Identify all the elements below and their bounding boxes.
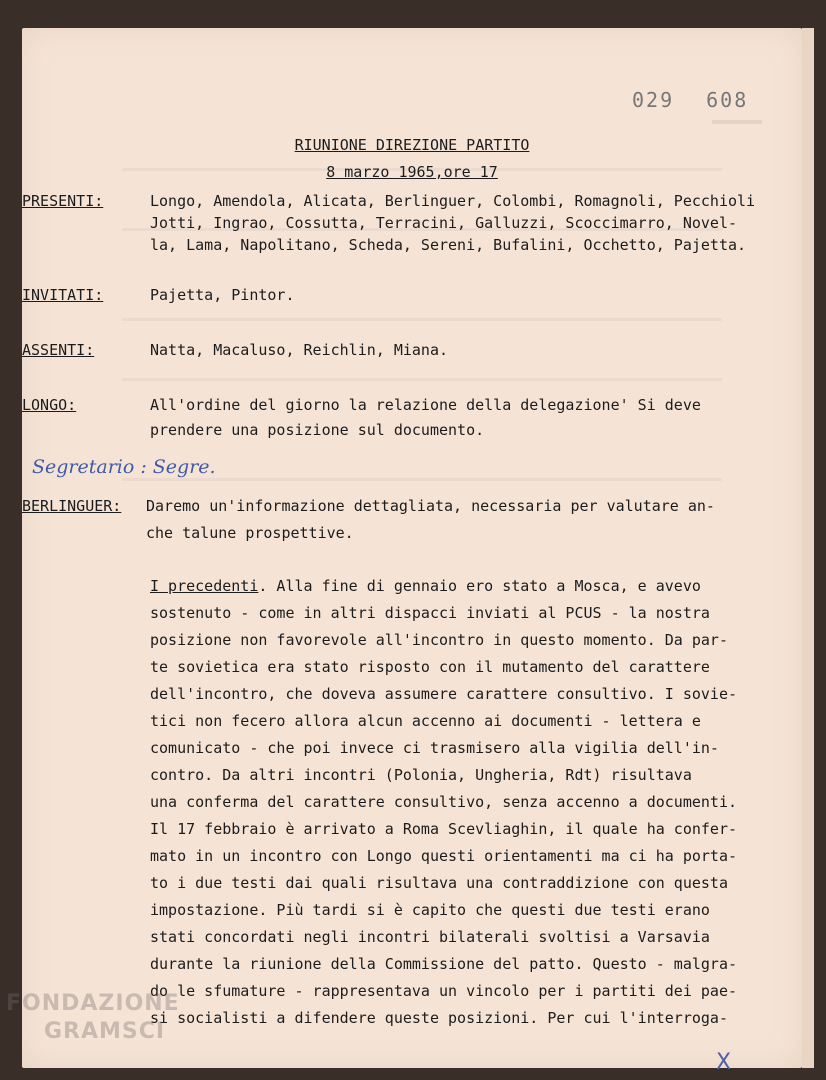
berlinguer-line-1: Daremo un'informazione dettagliata, necessaria per valutare an-: [146, 497, 715, 515]
watermark-line-2: GRAMSCI: [44, 1019, 166, 1044]
bottom-mark: X: [716, 1050, 732, 1075]
assenti-text: Natta, Macaluso, Reichlin, Miana.: [150, 341, 449, 359]
assenti-label: ASSENTI:: [22, 341, 95, 359]
presenti-line-3: la, Lama, Napolitano, Scheda, Sereni, Bufalini, Occhetto, Pajetta.: [150, 236, 747, 254]
date-text: 8 marzo 1965,ore 17: [326, 163, 498, 181]
body-line: tici non fecero allora alcun accenno ai documenti - lettera e: [150, 712, 701, 730]
berlinguer-line-2: che talune prospettive.: [146, 524, 354, 542]
document-date: [22, 163, 802, 181]
body-line: dell'incontro, che doveva assumere carattere consultivo. I sovie-: [150, 685, 737, 703]
body-line: to i due testi dai quali risultava una contraddizione con questa: [150, 874, 728, 892]
invitati-text: Pajetta, Pintor.: [150, 286, 295, 304]
body-line: una conferma del carattere consultivo, senza accenno a documenti.: [150, 793, 737, 811]
longo-label: LONGO:: [22, 396, 77, 414]
body-line: durante la riunione della Commissione del patto. Questo - malgra-: [150, 955, 737, 973]
body-line: impostazione. Più tardi si è capito che questi due testi erano: [150, 901, 710, 919]
body-line: Il 17 febbraio è arrivato a Roma Scevliaghin, il quale ha confer-: [150, 820, 737, 838]
archive-stamp-number: [632, 88, 780, 112]
body-line: do le sfumature - rappresentava un vincolo per i partiti dei pae-: [150, 982, 737, 1000]
body-line: contro. Da altri incontri (Polonia, Ungheria, Rdt) risultava: [150, 766, 692, 784]
body-line: comunicato - che poi invece ci trasmisero alla vigilia dell'in-: [150, 739, 719, 757]
stamp-part-1: 029: [632, 88, 675, 112]
page-edge: [802, 28, 814, 1068]
invitati-label: INVITATI:: [22, 286, 104, 304]
document-title: RIUNIONE DIREZIONE PARTITO: [294, 136, 530, 154]
presenti-line-1: Longo, Amendola, Alicata, Berlinguer, Colombi, Romagnoli, Pecchioli: [150, 192, 756, 210]
watermark-logo: [6, 990, 180, 1046]
body-first-line-rest: . Alla fine di gennaio ero stato a Mosca, e avevo: [258, 577, 701, 595]
stamp-part-2: 608: [706, 88, 749, 112]
document-page: [22, 28, 802, 1075]
presenti-label: PRESENTI:: [22, 192, 104, 210]
body-line: posizione non favorevole all'incontro in questo momento. Da par-: [150, 631, 728, 649]
body-first-line: [150, 577, 701, 595]
body-line: stati concordati negli incontri bilaterali svoltisi a Varsavia: [150, 928, 710, 946]
longo-line-2: prendere una posizione sul documento.: [150, 421, 485, 439]
handwritten-note: Segretario : Segre.: [32, 456, 216, 478]
watermark-line-1: FONDAZIONE: [6, 991, 180, 1016]
presenti-line-2: Jotti, Ingrao, Cossutta, Terracini, Galluzzi, Scoccimarro, Novel-: [150, 214, 737, 232]
body-line: te sovietica era stato risposto con il mutamento del carattere: [150, 658, 710, 676]
body-line: sostenuto - come in altri dispacci inviati al PCUS - la nostra: [150, 604, 710, 622]
body-line: mato in un incontro con Longo questi orientamenti ma ci ha porta-: [150, 847, 737, 865]
berlinguer-label: BERLINGUER:: [22, 497, 122, 515]
longo-line-1: All'ordine del giorno la relazione della delegazione' Si deve: [150, 396, 701, 414]
body-heading: I precedenti: [150, 577, 259, 595]
body-line: si socialisti a difendere queste posizioni. Per cui l'interroga-: [150, 1009, 728, 1027]
